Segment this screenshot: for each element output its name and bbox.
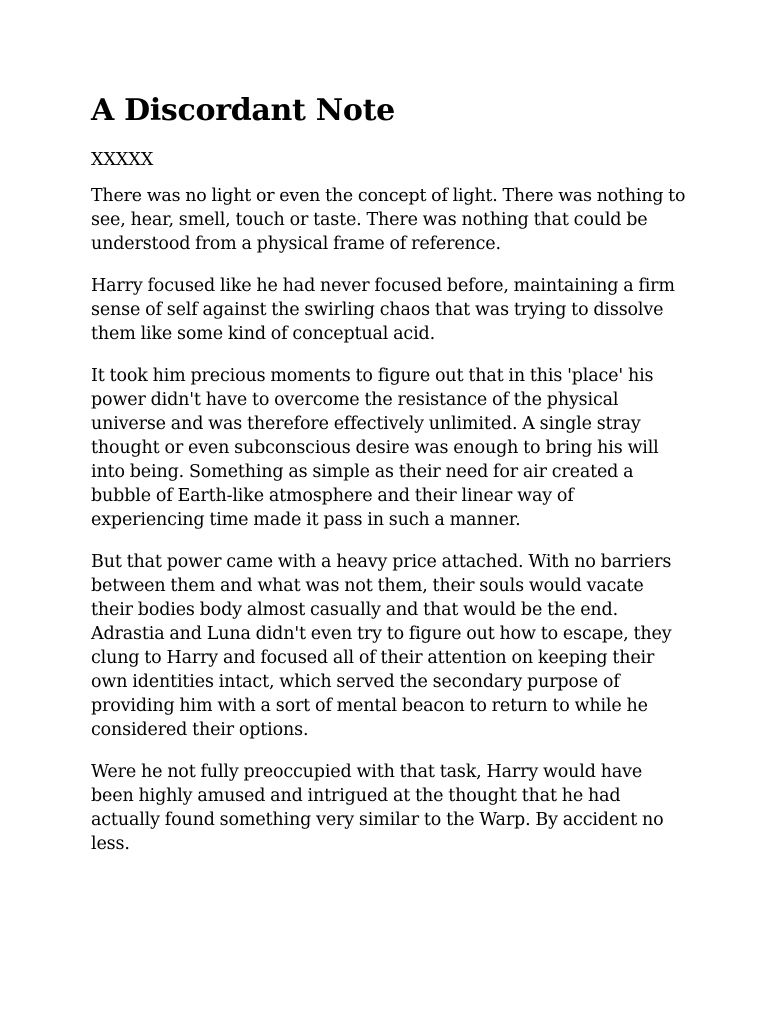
text-line: thought or even subconscious desire was enough to bring his will [91,438,659,458]
text-line: power didn't have to overcome the resistance of the physical [91,390,619,410]
paragraph [91,184,687,256]
text-line: Were he not fully preoccupied with that task, Harry would have [91,762,643,782]
paragraph [91,760,687,856]
section-separator: XXXXX [91,150,154,170]
text-line: But that power came with a heavy price attached. With no barriers [91,552,672,572]
paragraph [91,364,687,532]
text-line: Adrastia and Luna didn't even try to figure out how to escape, they [91,624,672,644]
text-line: less. [91,834,130,854]
text-line: own identities intact, which served the secondary purpose of [91,672,620,692]
text-line: providing him with a sort of mental beacon to return to while he [91,696,648,716]
text-line: sense of self against the swirling chaos that was trying to dissolve [91,300,664,320]
document-body [91,184,687,856]
text-line: considered their options. [91,720,309,740]
paragraph [91,550,687,742]
text-line: understood from a physical frame of reference. [91,234,501,254]
text-line: It took him precious moments to figure out that in this 'place' his [91,366,654,386]
document-title: A Discordant Note [91,93,395,128]
text-line: clung to Harry and focused all of their attention on keeping their [91,648,655,668]
text-line: their bodies body almost casually and that would be the end. [91,600,618,620]
text-line: into being. Something as simple as their need for air created a [91,462,634,482]
text-line: between them and what was not them, their souls would vacate [91,576,644,596]
text-line: see, hear, smell, touch or taste. There was nothing that could be [91,210,648,230]
text-line: them like some kind of conceptual acid. [91,324,435,344]
text-line: actually found something very similar to the Warp. By accident no [91,810,664,830]
text-line: bubble of Earth-like atmosphere and their linear way of [91,486,574,506]
text-line: There was no light or even the concept of light. There was nothing to [91,186,686,206]
text-line: experiencing time made it pass in such a manner. [91,510,521,530]
text-line: universe and was therefore effectively unlimited. A single stray [91,414,641,434]
text-line: Harry focused like he had never focused before, maintaining a firm [91,276,675,296]
document-page [91,92,687,874]
text-line: been highly amused and intrigued at the thought that he had [91,786,621,806]
paragraph [91,274,687,346]
